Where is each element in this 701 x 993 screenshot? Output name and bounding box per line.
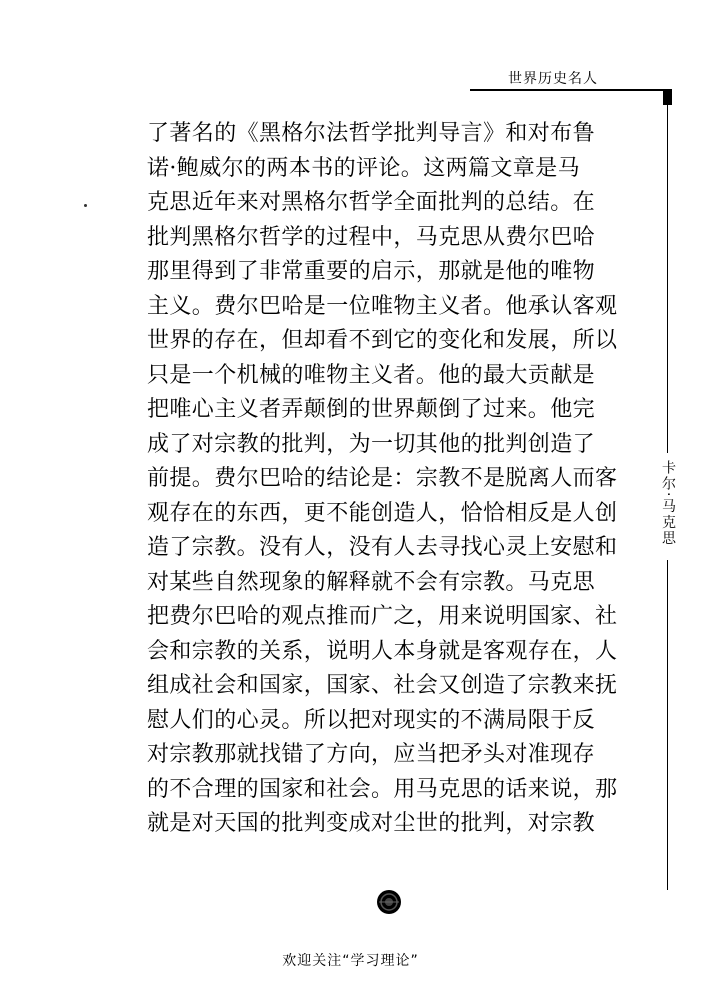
body-line: 了著名的《黑格尔法哲学批判导言》和对布鲁 — [147, 121, 596, 146]
body-line: 只是一个机械的唯物主义者。他的最大贡献是 — [147, 362, 596, 388]
side-running-name: 卡尔·马克思 — [660, 460, 676, 547]
body-line: 对宗教那就找错了方向，应当把矛头对准现存 — [147, 742, 596, 767]
body-line: 就是对天国的批判变成对尘世的批判，对宗教 — [147, 811, 596, 836]
body-line: 那里得到了非常重要的启示，那就是他的唯物 — [147, 259, 596, 284]
body-line: 主义。费尔巴哈是一位唯物主义者。他承认客观 — [147, 293, 618, 319]
body-line: 把费尔巴哈的观点推而广之，用来说明国家、社 — [147, 604, 618, 629]
body-line: 组成社会和国家，国家、社会又创造了宗教来抚 — [147, 673, 618, 698]
body-line: 的不合理的国家和社会。用马克思的话来说，那 — [147, 776, 618, 802]
running-header-title: 世界历史名人 — [508, 71, 598, 87]
body-line: 前提。费尔巴哈的结论是：宗教不是脱离人而客 — [147, 466, 618, 491]
body-text — [147, 117, 647, 842]
page-ornament-icon — [375, 888, 403, 916]
header-rule — [470, 89, 667, 91]
body-line: 批判黑格尔哲学的过程中，马克思从费尔巴哈 — [147, 224, 596, 250]
body-line: 世界的存在，但却看不到它的变化和发展，所以 — [147, 328, 618, 353]
body-line: 会和宗教的关系，说明人本身就是客观存在，人 — [147, 638, 618, 664]
body-line: 把唯心主义者弄颠倒的世界颠倒了过来。他完 — [147, 397, 596, 422]
body-line: 克思近年来对黑格尔哲学全面批判的总结。在 — [147, 190, 596, 215]
footer-text: 欢迎关注“学习理论” — [282, 953, 419, 969]
body-line: 诺·鲍威尔的两本书的评论。这两篇文章是马 — [147, 155, 580, 181]
body-line: 成了对宗教的批判，为一切其他的批判创造了 — [147, 431, 596, 457]
scan-speck — [84, 204, 87, 207]
side-rule-bottom — [667, 560, 668, 890]
body-line: 造了宗教。没有人，没有人去寻找心灵上安慰和 — [147, 535, 618, 560]
side-rule-top — [667, 91, 668, 453]
body-line: 对某些自然现象的解释就不会有宗教。马克思 — [147, 569, 596, 595]
body-line: 慰人们的心灵。所以把对现实的不满局限于反 — [147, 707, 596, 733]
body-line: 观存在的东西，更不能创造人，恰恰相反是人创 — [147, 500, 618, 526]
